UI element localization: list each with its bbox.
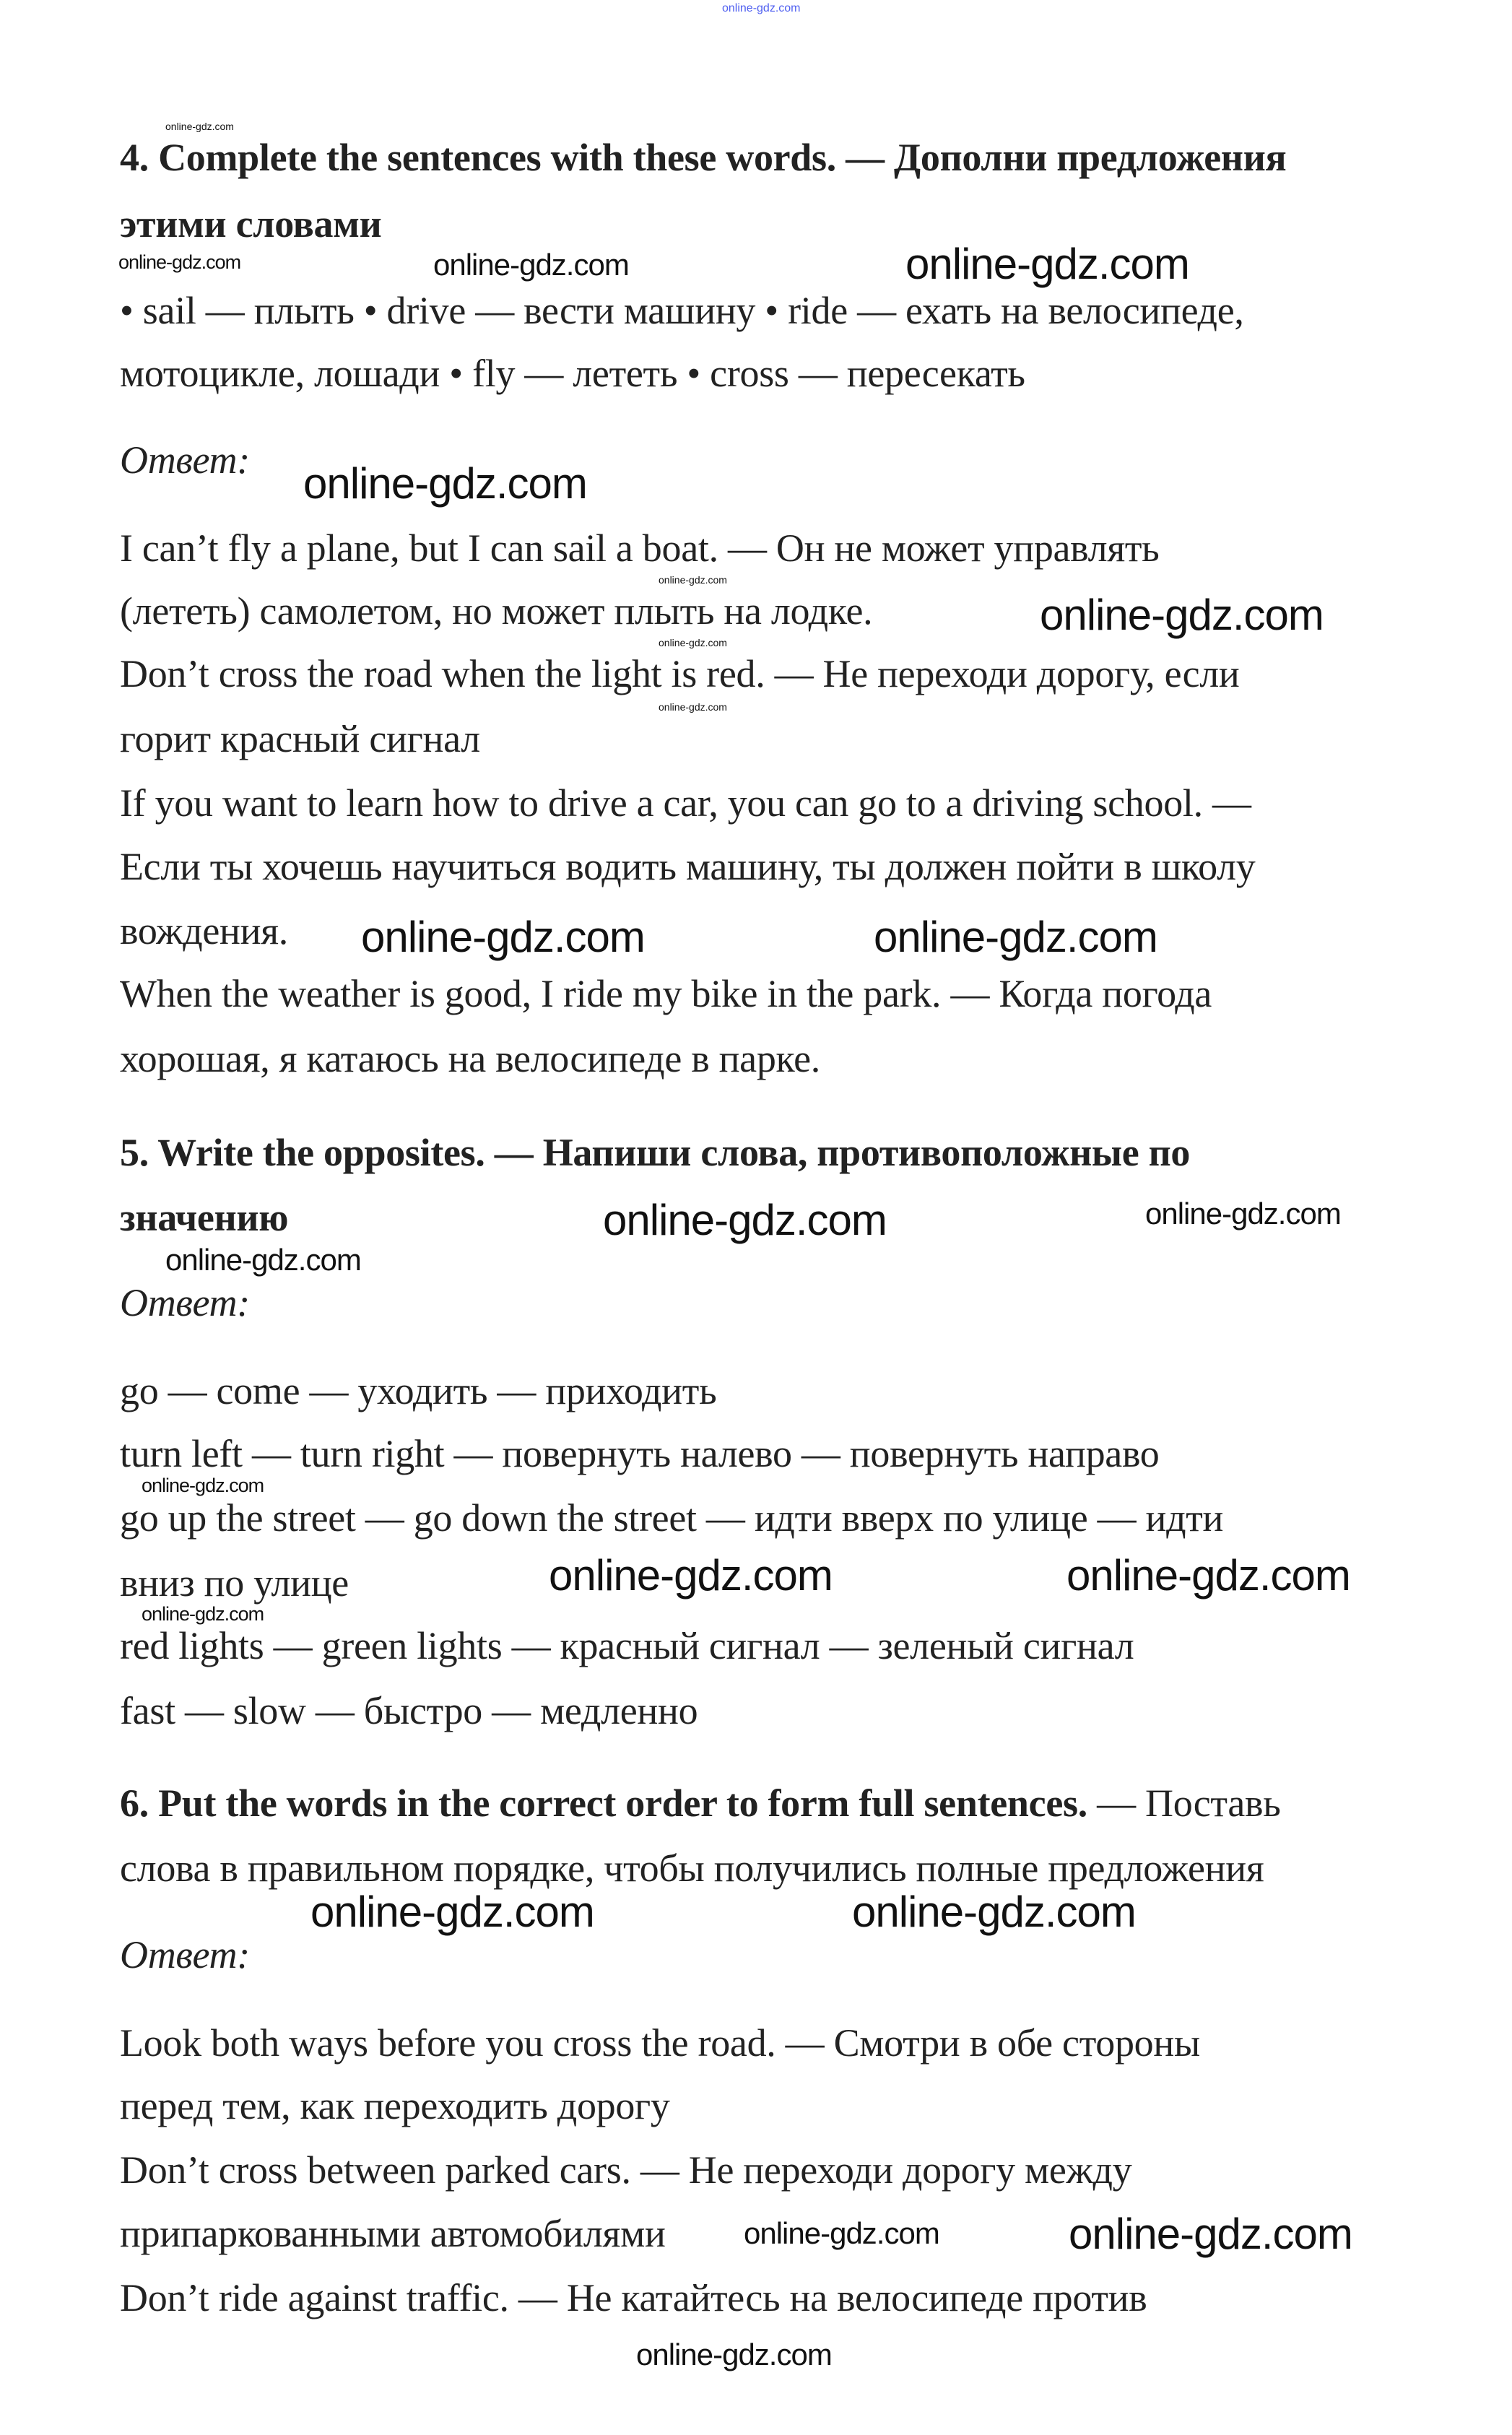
exercise-6-heading xyxy=(120,1781,1281,1825)
word-list-line: мотоцикле, лошади • fly — лететь • cross — пересекать xyxy=(120,352,1025,395)
answer-line: I can’t fly a plane, but I can sail a boat. — Он не может управлять xyxy=(120,526,1160,570)
watermark: online-gdz.com xyxy=(165,121,234,132)
watermark: online-gdz.com xyxy=(636,2338,832,2371)
answer-line: Don’t ride against traffic. — Не катайтесь на велосипеде против xyxy=(120,2276,1147,2319)
answer-line: хорошая, я катаюсь на велосипеде в парке. xyxy=(120,1037,821,1080)
watermark: online-gdz.com xyxy=(659,637,727,648)
watermark: online-gdz.com xyxy=(118,251,241,273)
watermark: online-gdz.com xyxy=(361,913,645,961)
answer-line: перед тем, как переходить дорогу xyxy=(120,2084,670,2127)
answer-line: Don’t cross between parked cars. — Не переходи дорогу между xyxy=(120,2148,1132,2192)
answer-line: горит красный сигнал xyxy=(120,717,480,760)
answer-line: fast — slow — быстро — медленно xyxy=(120,1689,698,1732)
watermark: online-gdz.com xyxy=(310,1888,594,1936)
answer-line: вождения. xyxy=(120,909,288,952)
exercise-5-heading: 5. Write the opposites. — Напиши слова, противоположные по xyxy=(120,1131,1191,1174)
exercise-6-heading-bold: 6. Put the words in the correct order to form full sentences. xyxy=(120,1781,1087,1825)
answer-line: (лететь) самолетом, но может плыть на лодке. xyxy=(120,589,873,633)
answer-line: go — come — уходить — приходить xyxy=(120,1369,717,1412)
exercise-4-heading: 4. Complete the sentences with these words. — Дополни предложения xyxy=(120,136,1287,179)
watermark: online-gdz.com xyxy=(1066,1551,1350,1600)
answer-line: When the weather is good, I ride my bike in the park. — Когда погода xyxy=(120,972,1212,1015)
answer-line: Если ты хочешь научиться водить машину, ты должен пойти в школу xyxy=(120,845,1256,888)
watermark: online-gdz.com xyxy=(433,248,629,282)
watermark: online-gdz.com xyxy=(874,913,1157,961)
word-list-line: • sail — плыть • drive — вести машину • ride — ехать на велосипеде, xyxy=(120,289,1244,332)
answer-line: red lights — green lights — красный сигнал — зеленый сигнал xyxy=(120,1624,1134,1667)
watermark: online-gdz.com xyxy=(905,240,1189,288)
exercise-6-heading-cont: слова в правильном порядке, чтобы получились полные предложения xyxy=(120,1846,1264,1890)
watermark: online-gdz.com xyxy=(659,574,727,586)
watermark: online-gdz.com xyxy=(549,1551,833,1600)
answer-line: припаркованными автомобилями xyxy=(120,2212,666,2255)
answer-label: Ответ: xyxy=(120,438,250,482)
answer-line: turn left — turn right — повернуть налево — повернуть направо xyxy=(120,1432,1160,1475)
answer-line: вниз по улице xyxy=(120,1561,349,1605)
watermark: online-gdz.com xyxy=(1145,1197,1341,1230)
exercise-6-heading-rest: — Поставь xyxy=(1087,1781,1281,1825)
watermark: online-gdz.com xyxy=(722,2,801,14)
watermark: online-gdz.com xyxy=(744,2216,939,2250)
watermark: online-gdz.com xyxy=(1040,591,1324,639)
answer-line: If you want to learn how to drive a car, you can go to a driving school. — xyxy=(120,781,1251,825)
answer-line: go up the street — go down the street — идти вверх по улице — идти xyxy=(120,1496,1224,1540)
exercise-5-heading-cont: значению xyxy=(120,1196,289,1239)
exercise-4-heading-cont: этими словами xyxy=(120,202,382,246)
answer-label: Ответ: xyxy=(120,1281,250,1324)
watermark: online-gdz.com xyxy=(303,459,587,508)
answer-line: Look both ways before you cross the road. — Смотри в обе стороны xyxy=(120,2021,1200,2065)
answer-label: Ответ: xyxy=(120,1933,250,1976)
watermark: online-gdz.com xyxy=(659,701,727,713)
watermark: online-gdz.com xyxy=(165,1243,361,1277)
watermark: online-gdz.com xyxy=(142,1603,264,1625)
watermark: online-gdz.com xyxy=(852,1888,1136,1936)
watermark: online-gdz.com xyxy=(1069,2210,1352,2258)
watermark: online-gdz.com xyxy=(142,1475,264,1496)
watermark: online-gdz.com xyxy=(603,1196,887,1244)
answer-line: Don’t cross the road when the light is red. — Не переходи дорогу, если xyxy=(120,652,1240,695)
